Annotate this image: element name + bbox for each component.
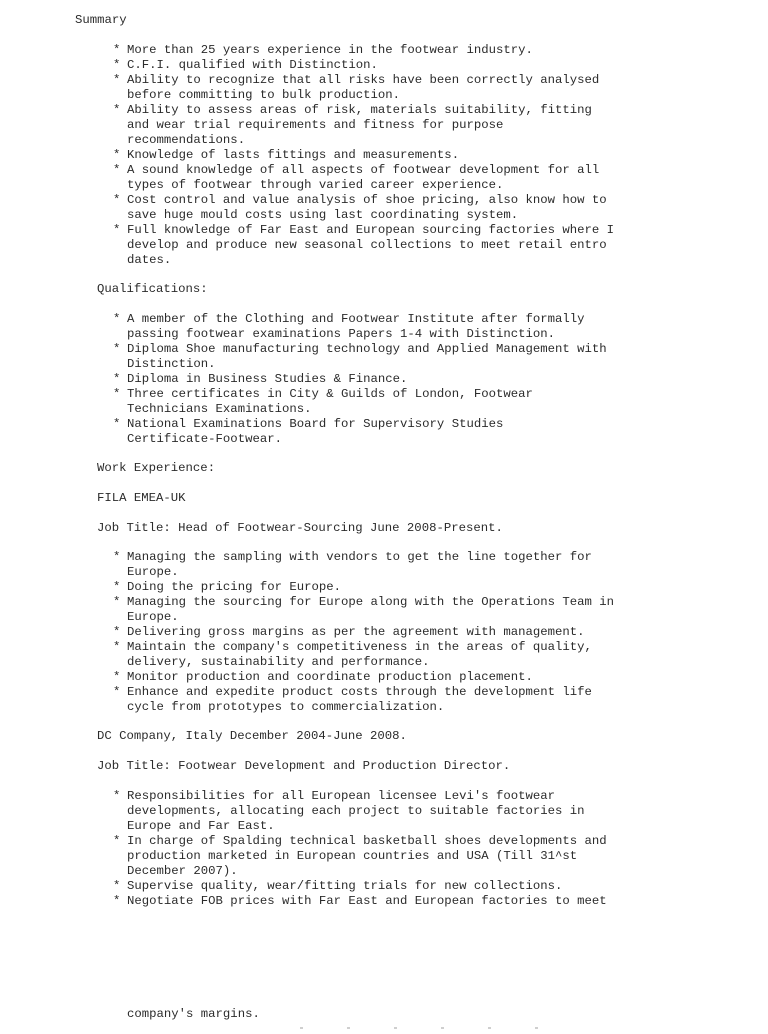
- qualification-item-line: passing footwear examinations Papers 1-4 with Distinction.: [127, 327, 556, 341]
- company-name: FILA EMEA-UK: [97, 491, 186, 505]
- summary-item-line: C.F.I. qualified with Distinction.: [127, 58, 378, 72]
- job-item-line: Managing the sampling with vendors to get the line together for: [127, 550, 592, 564]
- job-title: Job Title: Head of Footwear-Sourcing June 2008-Present.: [97, 521, 503, 535]
- job-item-line: developments, allocating each project to suitable factories in: [127, 804, 585, 818]
- work-experience-heading: Work Experience:: [97, 461, 216, 475]
- job-item-line: In charge of Spalding technical basketball shoes developments and: [127, 834, 607, 848]
- bullet-marker: *: [113, 312, 121, 326]
- summary-item-line: save huge mould costs using last coordinating system.: [127, 208, 519, 222]
- job-item-line: Managing the sourcing for Europe along with the Operations Team in: [127, 595, 615, 609]
- bullet-marker: *: [113, 73, 121, 87]
- job-item-line: Europe.: [127, 610, 179, 624]
- summary-item-line: and wear trial requirements and fitness for purpose: [127, 118, 504, 132]
- job-item-continued-line: company's margins.: [127, 1007, 260, 1021]
- bullet-marker: *: [113, 640, 121, 654]
- bullet-marker: *: [113, 417, 121, 431]
- job-item-line: December 2007).: [127, 864, 238, 878]
- bullet-marker: *: [113, 372, 121, 386]
- summary-item-line: Ability to assess areas of risk, materials suitability, fitting: [127, 103, 592, 117]
- summary-item-line: Cost control and value analysis of shoe pricing, also know how to: [127, 193, 607, 207]
- job-item-line: delivery, sustainability and performance.: [127, 655, 430, 669]
- bullet-marker: *: [113, 685, 121, 699]
- bullet-marker: *: [113, 670, 121, 684]
- bullet-marker: *: [113, 595, 121, 609]
- qualification-item-line: Diploma Shoe manufacturing technology and Applied Management with: [127, 342, 607, 356]
- job-item-line: Doing the pricing for Europe.: [127, 580, 342, 594]
- job-item-line: Enhance and expedite product costs through the development life: [127, 685, 592, 699]
- job-item-line: Maintain the company's competitiveness in the areas of quality,: [127, 640, 592, 654]
- bullet-marker: *: [113, 103, 121, 117]
- bullet-marker: *: [113, 789, 121, 803]
- qualifications-heading: Qualifications:: [97, 282, 208, 296]
- job-item-line: production marketed in European countries and USA (Till 31^st: [127, 849, 578, 863]
- summary-item-line: before committing to bulk production.: [127, 88, 401, 102]
- bullet-marker: *: [113, 43, 121, 57]
- bullet-marker: *: [113, 342, 121, 356]
- job-item-line: cycle from prototypes to commercialization.: [127, 700, 445, 714]
- job-item-line: Delivering gross margins as per the agreement with management.: [127, 625, 585, 639]
- qualification-item-line: Diploma in Business Studies & Finance.: [127, 372, 408, 386]
- qualification-item-line: A member of the Clothing and Footwear Institute after formally: [127, 312, 585, 326]
- summary-item-line: Knowledge of lasts fittings and measurements.: [127, 148, 460, 162]
- bullet-marker: *: [113, 879, 121, 893]
- job-item-line: Negotiate FOB prices with Far East and European factories to meet: [127, 894, 607, 908]
- job-item-line: Europe and Far East.: [127, 819, 275, 833]
- bullet-marker: *: [113, 834, 121, 848]
- qualification-item-line: Technicians Examinations.: [127, 402, 312, 416]
- bullet-marker: *: [113, 58, 121, 72]
- summary-item-line: Ability to recognize that all risks have been correctly analysed: [127, 73, 600, 87]
- bullet-marker: *: [113, 163, 121, 177]
- bullet-marker: *: [113, 625, 121, 639]
- summary-item-line: recommendations.: [127, 133, 246, 147]
- qualification-item-line: Distinction.: [127, 357, 216, 371]
- qualification-item-line: Certificate-Footwear.: [127, 432, 282, 446]
- job-title: Job Title: Footwear Development and Production Director.: [97, 759, 511, 773]
- summary-item-line: A sound knowledge of all aspects of footwear development for all: [127, 163, 600, 177]
- bullet-marker: *: [113, 148, 121, 162]
- summary-heading: Summary: [75, 13, 127, 27]
- bullet-marker: *: [113, 387, 121, 401]
- qualification-item-line: Three certificates in City & Guilds of London, Footwear: [127, 387, 533, 401]
- bullet-marker: *: [113, 894, 121, 908]
- bullet-marker: *: [113, 223, 121, 237]
- bullet-marker: *: [113, 193, 121, 207]
- job-item-line: Europe.: [127, 565, 179, 579]
- job-item-line: Responsibilities for all European licensee Levi's footwear: [127, 789, 556, 803]
- job-item-line: Monitor production and coordinate production placement.: [127, 670, 533, 684]
- summary-item-line: types of footwear through varied career experience.: [127, 178, 504, 192]
- summary-item-line: Full knowledge of Far East and European sourcing factories where I: [127, 223, 615, 237]
- qualification-item-line: National Examinations Board for Supervisory Studies: [127, 417, 504, 431]
- summary-item-line: develop and produce new seasonal collections to meet retail entro: [127, 238, 607, 252]
- company-name: DC Company, Italy December 2004-June 2008.: [97, 729, 407, 743]
- bullet-marker: *: [113, 550, 121, 564]
- summary-item-line: More than 25 years experience in the footwear industry.: [127, 43, 533, 57]
- summary-item-line: dates.: [127, 253, 172, 267]
- next-page-bleed: [300, 1019, 600, 1022]
- bullet-marker: *: [113, 580, 121, 594]
- job-item-line: Supervise quality, wear/fitting trials for new collections.: [127, 879, 563, 893]
